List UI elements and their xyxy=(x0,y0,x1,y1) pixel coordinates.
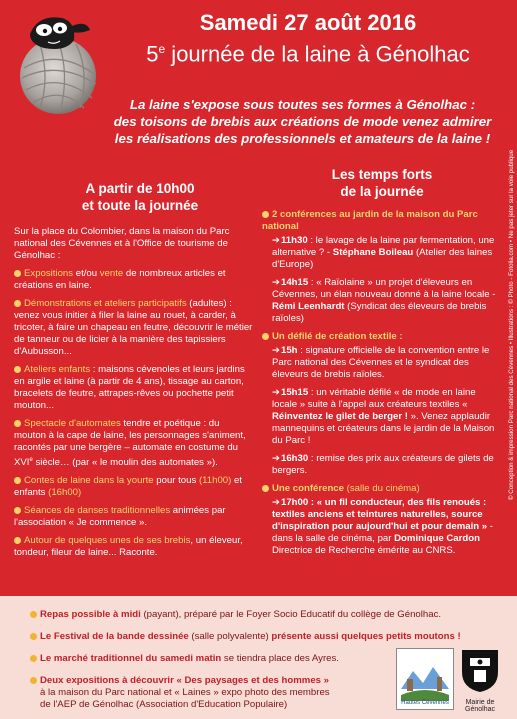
bullet-icon xyxy=(14,420,21,427)
arrow-right-icon: ➔ xyxy=(272,387,281,398)
defile-heading: Un défilé de création textile : xyxy=(262,331,498,343)
bullet-icon xyxy=(14,300,21,307)
bottom-item-repas: Repas possible à midi (payant), préparé par le Foyer Socio Educatif du collège de Génolhac. xyxy=(30,609,441,621)
bottom-item-festival: Le Festival de la bande dessinée (salle polyvalente) présente aussi quelques petits moutons ! xyxy=(30,631,461,643)
bullet-icon xyxy=(262,333,269,340)
une-conference-heading: Une conférence (salle du cinéma) xyxy=(262,483,498,495)
une-conference-1: ➔17h00 : « un fil conducteur, des fils renoués : textiles anciens et teintures naturelles, source d'inspiration pour aujourd'hui et pour demain » - dans la salle de cinéma, par Dominique Cardon Directrice de Recherche émérite au CNRS. xyxy=(272,497,493,556)
bottom-item-expositions: Deux expositions à découvrir « Des paysages et des hommes » à la maison du Parc national et « Laines » expo photo des membres de l'AEP de Génolhac (Association d'Education Populaire) xyxy=(30,675,330,711)
bullet-icon xyxy=(14,366,21,373)
bullet-icon xyxy=(262,211,269,218)
bullet-icon xyxy=(262,485,269,492)
arrow-right-icon: ➔ xyxy=(272,277,281,288)
poster-title xyxy=(118,10,498,67)
defile-2: ➔15h15 : un véritable défilé « de mode en laine locale » suite à l'appel aux créateurs textiles « Réinventez le gilet de berger ! ». Venez applaudir mannequins et créateurs dans le jardin de la Maison du Parc ! xyxy=(272,387,495,446)
defile-3: ➔16h30 : remise des prix aux créateurs de gilets de bergers. xyxy=(272,453,494,476)
bullet-icon xyxy=(30,633,37,640)
expositions-item: Expositions et/ou vente de nombreux articles et créations en laine. xyxy=(14,268,226,291)
ateliers-enfants-item: Ateliers enfants : maisons cévenoles et leurs jardins en argile et laine (à partir de 4 ans), tissage au carton, bracelets de feutre, attrapes-rêves ou pochette petit mouton... xyxy=(14,364,245,411)
bottom-item-marche: Le marché traditionnel du samedi matin se tiendra place des Ayres. xyxy=(30,653,339,665)
conferences-heading: 2 conférences au jardin de la maison du Parc national xyxy=(262,209,478,232)
bullet-icon xyxy=(30,655,37,662)
arrow-right-icon: ➔ xyxy=(272,235,281,246)
right-column xyxy=(262,209,498,563)
venue-text: Sur la place du Colombier, dans la maison du Parc national des Cévennes et à l'Office de tourisme de Génolhac : xyxy=(14,226,230,261)
bullet-icon xyxy=(14,270,21,277)
genolhac-coat-of-arms-logo xyxy=(458,648,502,694)
bullet-icon xyxy=(30,611,37,618)
brebis-item: Autour de quelques unes de ses brebis, un éleveur, tondeur, fileur de laine... Raconte. xyxy=(14,535,243,559)
left-column xyxy=(14,226,254,565)
defile-1: ➔15h : signature officielle de la convention entre le Parc national des Cévennes et le syndicat des éleveurs de brebis raïoles. xyxy=(272,345,490,380)
bullet-icon xyxy=(30,677,37,684)
conference-1: ➔11h30 : le lavage de la laine par fermentation, une alternative ? - Stéphane Boileau (Atelier des laines d'Europe) xyxy=(272,235,495,270)
left-column-heading: A partir de 10h00 et toute la journée xyxy=(81,181,199,213)
danses-item: Séances de danses traditionnelles animées par l'association « Je commence ». xyxy=(14,505,226,529)
bullet-icon xyxy=(14,507,21,514)
contes-item: Contes de laine dans la yourte pour tous (11h00) et enfants (16h00) xyxy=(14,475,242,499)
spectacle-item: Spectacle d'automates tendre et poétique : du mouton à la cape de laine, les personnages s'animent, racontés par une bergère – automate en costume du XVIe siècle… (par « le moulin des automates »). xyxy=(14,418,246,469)
mairie-label: Mairie de Génolhac xyxy=(465,699,495,713)
event-edition: 5e journée de la laine à Génolhac xyxy=(146,41,470,67)
demonstrations-item: Démonstrations et ateliers participatifs (adultes) : venez vous initier à filer la laine au rouet, à carder, à tricoter, à faire un chapeau en feutre, découvrir le métier de tanneur ou de licier à la manière des tapissiers d'Aubusson... xyxy=(14,298,253,357)
hautes-cevennes-label: Hautes Cévennes xyxy=(401,700,449,706)
bullet-icon xyxy=(14,477,21,484)
bullet-icon xyxy=(14,537,21,544)
sheep-wool-ball-illustration xyxy=(10,8,110,118)
right-column-heading: Les temps forts de la journée xyxy=(331,167,433,199)
arrow-right-icon: ➔ xyxy=(272,345,281,356)
intro-text: La laine s'expose sous toutes ses formes à Génolhac : des toisons de brebis aux créations de mode venez admirer les réalisations des professionnels et amateurs de la laine ! xyxy=(113,97,492,146)
arrow-right-icon: ➔ xyxy=(272,453,281,464)
arrow-right-icon: ➔ xyxy=(272,497,281,508)
credits-vertical-text: © Conception & impression Parc national des Cévennes • Illustrations : © Photo - Fotolia.com • Ne pas jeter sur la voie publique xyxy=(508,149,515,500)
event-date: Samedi 27 août 2016 xyxy=(199,10,417,35)
conference-2: ➔14h15 : « Raïolaine » un projet d'éleveurs en Cévennes, un élan nouveau donné à la laine locale - Rémi Leenhardt (Syndicat des éleveurs de brebis raïoles) xyxy=(272,277,496,324)
